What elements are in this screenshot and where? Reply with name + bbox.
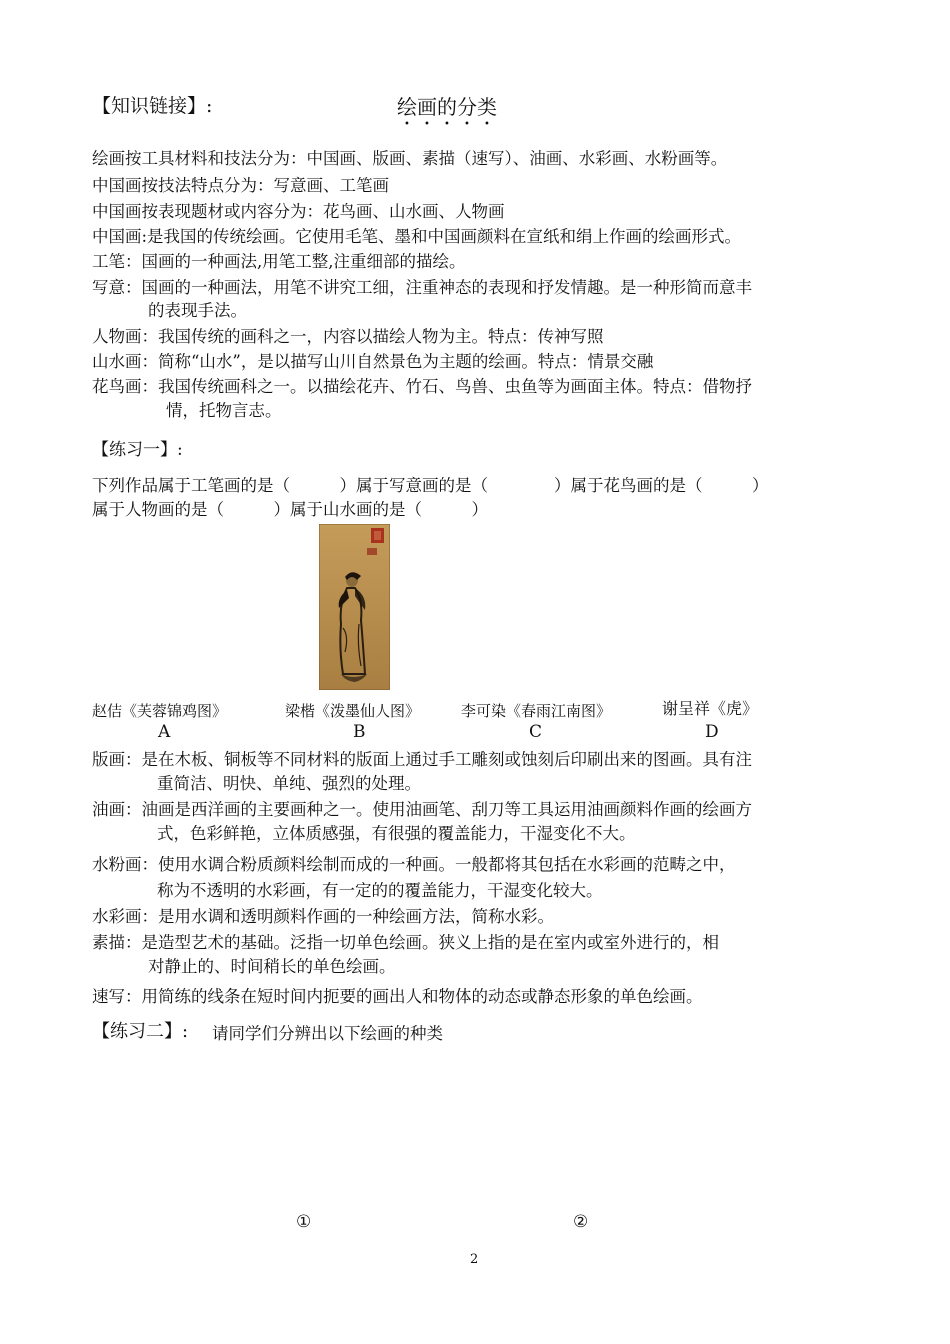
caption-title: 赵佶《芙蓉锦鸡图》 [92, 702, 228, 720]
text-line: 写意：国画的一种画法，用笔不讲究工细，注重神态的表现和抒发情趣。是一种形简而意丰 [92, 278, 752, 297]
text-line: 工笔：国画的一种画法,用笔工整,注重细部的描绘。 [92, 252, 466, 271]
text-line: 山水画：简称“山水”，是以描写山川自然景色为主题的绘画。特点：情景交融 [92, 352, 654, 371]
text-line: 对静止的、时间稍长的单色绘画。 [148, 957, 396, 976]
text-line: 的表现手法。 [148, 301, 247, 320]
caption-letter: A [158, 722, 171, 742]
image-marker-2: ② [573, 1212, 589, 1232]
caption-letter: D [705, 722, 719, 742]
text-line: 花鸟画：我国传统画科之一。以描绘花卉、竹石、鸟兽、虫鱼等为画面主体。特点：借物抒 [92, 377, 752, 396]
question-line: 属于人物画的是（ ）属于山水画的是（ ） [92, 500, 488, 519]
image-marker-1: ① [296, 1212, 312, 1232]
text-line: 速写：用简练的线条在短时间内扼要的画出人和物体的动态或静态形象的单色绘画。 [92, 987, 703, 1006]
caption-title: 梁楷《泼墨仙人图》 [285, 702, 421, 720]
question-line: 下列作品属于工笔画的是（ ）属于写意画的是（ ）属于花鸟画的是（ ） [92, 476, 769, 495]
text-line: 水彩画：是用水调和透明颜料作画的一种绘画方法，简称水彩。 [92, 907, 554, 926]
text-line: 中国画按表现题材或内容分为：花鸟画、山水画、人物画 [92, 202, 505, 221]
text-line: 水粉画：使用水调合粉质颜料绘制而成的一种画。一般都将其包括在水彩画的范畴之中， [92, 855, 736, 874]
knowledge-heading: 【知识链接】: [92, 95, 213, 117]
caption-title: 谢呈祥《虎》 [662, 699, 759, 718]
text-line: 中国画按技法特点分为：写意画、工笔画 [92, 176, 389, 195]
page-number: 2 [470, 1252, 479, 1267]
text-line: 绘画按工具材料和技法分为：中国画、版画、素描（速写）、油画、水彩画、水粉画等。 [92, 149, 728, 168]
caption-letter: B [353, 722, 366, 742]
text-line: 重简洁、明快、单纯、强烈的处理。 [157, 774, 421, 793]
caption-letter: C [529, 722, 543, 742]
exercise1-heading: 【练习一】: [92, 440, 183, 460]
exercise2-heading: 【练习二】: [92, 1021, 189, 1042]
text-line: 油画：油画是西洋画的主要画种之一。使用油画笔、刮刀等工具运用油画颜料作画的绘画方 [92, 800, 752, 819]
text-line: 称为不透明的水彩画，有一定的的覆盖能力，干湿变化较大。 [157, 881, 603, 900]
page-title: 绘画的分类 [397, 95, 497, 119]
exercise2-prompt: 请同学们分辨出以下绘画的种类 [212, 1024, 443, 1043]
text-line: 人物画：我国传统的画科之一，内容以描绘人物为主。特点：传神写照 [92, 327, 604, 346]
text-line: 情，托物言志。 [166, 401, 282, 420]
text-line: 中国画:是我国的传统绘画。它使用毛笔、墨和中国画颜料在宣纸和绢上作画的绘画形式。 [92, 227, 742, 246]
caption-title: 李可染《春雨江南图》 [461, 702, 612, 720]
text-line: 素描：是造型艺术的基础。泛指一切单色绘画。狭义上指的是在室内或室外进行的，相 [92, 933, 719, 952]
text-line: 式，色彩鲜艳，立体质感强，有很强的覆盖能力，干湿变化不大。 [157, 824, 636, 843]
painting-splashed-ink-immortal [319, 524, 390, 690]
text-line: 版画：是在木板、铜板等不同材料的版面上通过手工雕刻或蚀刻后印刷出来的图画。具有注 [92, 750, 752, 769]
